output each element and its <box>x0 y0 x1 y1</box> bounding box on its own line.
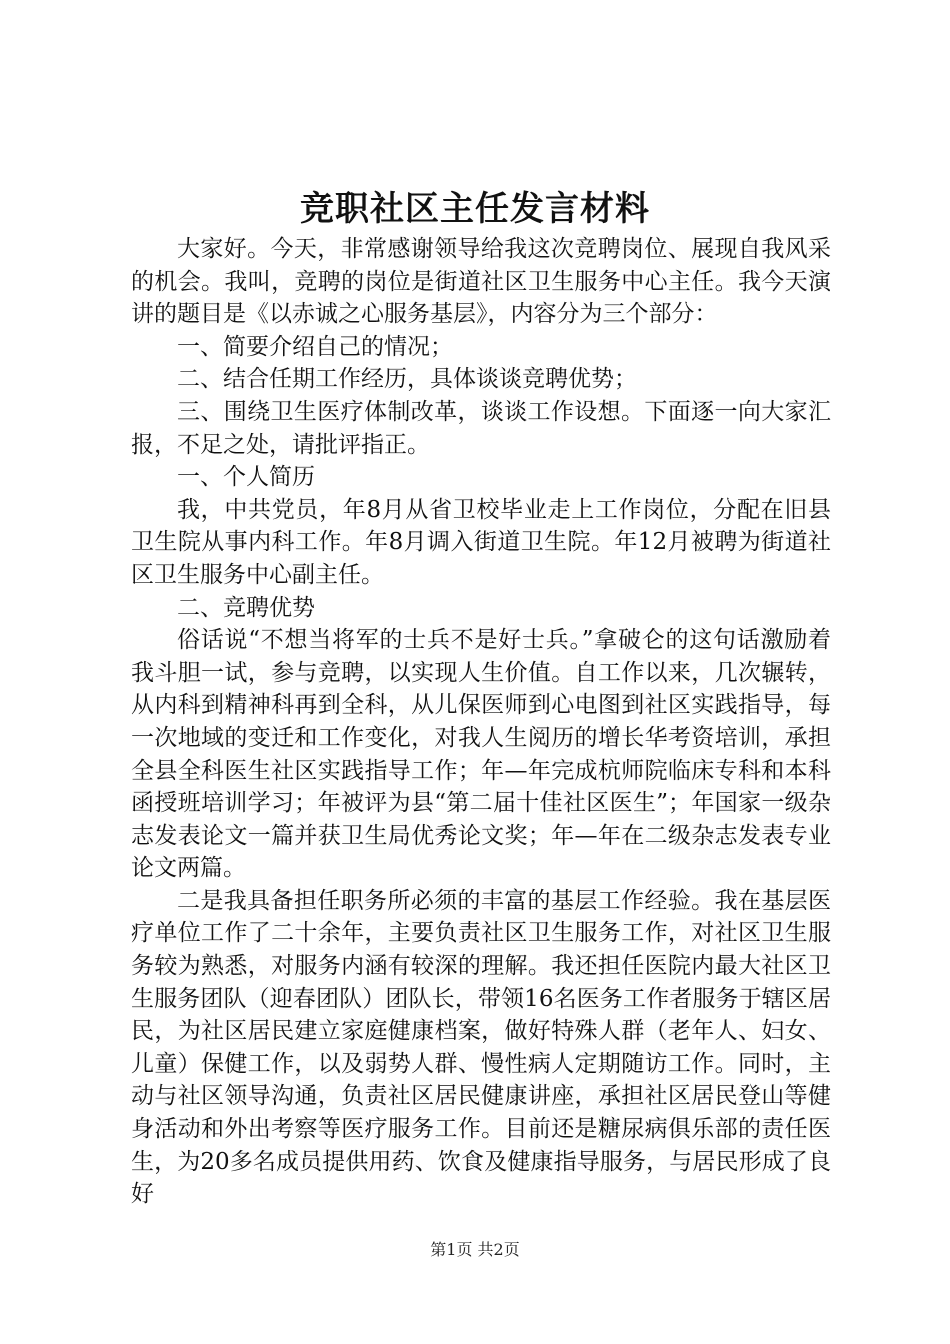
page-number-footer: 第1页 共2页 <box>430 1240 520 1259</box>
section-heading-resume: 一、个人简历 <box>177 464 315 491</box>
section-heading-advantages: 二、竞聘优势 <box>177 594 315 621</box>
document-body <box>131 233 831 1211</box>
paragraph-intro: 大家好。今天，非常感谢领导给我这次竞聘岗位、展现自我风采的机会。我叫，竞聘的岗位是街道社区卫生服务中心主任。我今天演讲的题目是《以赤诚之心服务基层》，内容分为三个部分： <box>131 236 831 328</box>
paragraph-outline-2: 二、结合任期工作经历，具体谈谈竞聘优势； <box>177 366 637 393</box>
paragraph-resume: 我，中共党员，年8月从省卫校毕业走上工作岗位，分配在旧县卫生院从事内科工作。年8月调入街道卫生院。年12月被聘为街道社区卫生服务中心副主任。 <box>131 496 831 588</box>
paragraph-outline-1: 一、简要介绍自己的情况； <box>177 333 453 360</box>
paragraph-advantages-1: 俗话说“不想当将军的士兵不是好士兵。”拿破仑的这句话激励着我斗胆一试，参与竞聘，以实现人生价值。自工作以来，几次辗转，从内科到精神科再到全科，从儿保医师到心电图到社区实践指导，每一次地域的变迁和工作变化，对我人生阅历的增长华考资培训，承担全县全科医生社区实践指导工作；年—年完成杭师院临床专科和本科函授班培训学习；年被评为县“第二届十佳社区医生”；年国家一级杂志发表论文一篇并获卫生局优秀论文奖；年—年在二级杂志发表专业论文两篇。 <box>131 627 831 882</box>
paragraph-outline-3: 三、围绕卫生医疗体制改革，谈谈工作设想。下面逐一向大家汇报，不足之处，请批评指正。 <box>131 398 831 458</box>
document-title: 竞职社区主任发言材料 <box>300 189 650 229</box>
paragraph-advantages-2: 二是我具备担任职务所必须的丰富的基层工作经验。我在基层医疗单位工作了二十余年，主要负责社区卫生服务工作，对社区卫生服务较为熟悉，对服务内涵有较深的理解。我还担任医院内最大社区卫生服务团队（迎春团队）团队长，带领16名医务工作者服务于辖区居民，为社区居民建立家庭健康档案，做好特殊人群（老年人、妇女、儿童）保健工作，以及弱势人群、慢性病人定期随访工作。同时，主动与社区领导沟通，负责社区居民健康讲座，承担社区居民登山等健身活动和外出考察等医疗服务工作。目前还是糖尿病俱乐部的责任医生，为20多名成员提供用药、饮食及健康指导服务，与居民形成了良好 <box>131 887 831 1208</box>
